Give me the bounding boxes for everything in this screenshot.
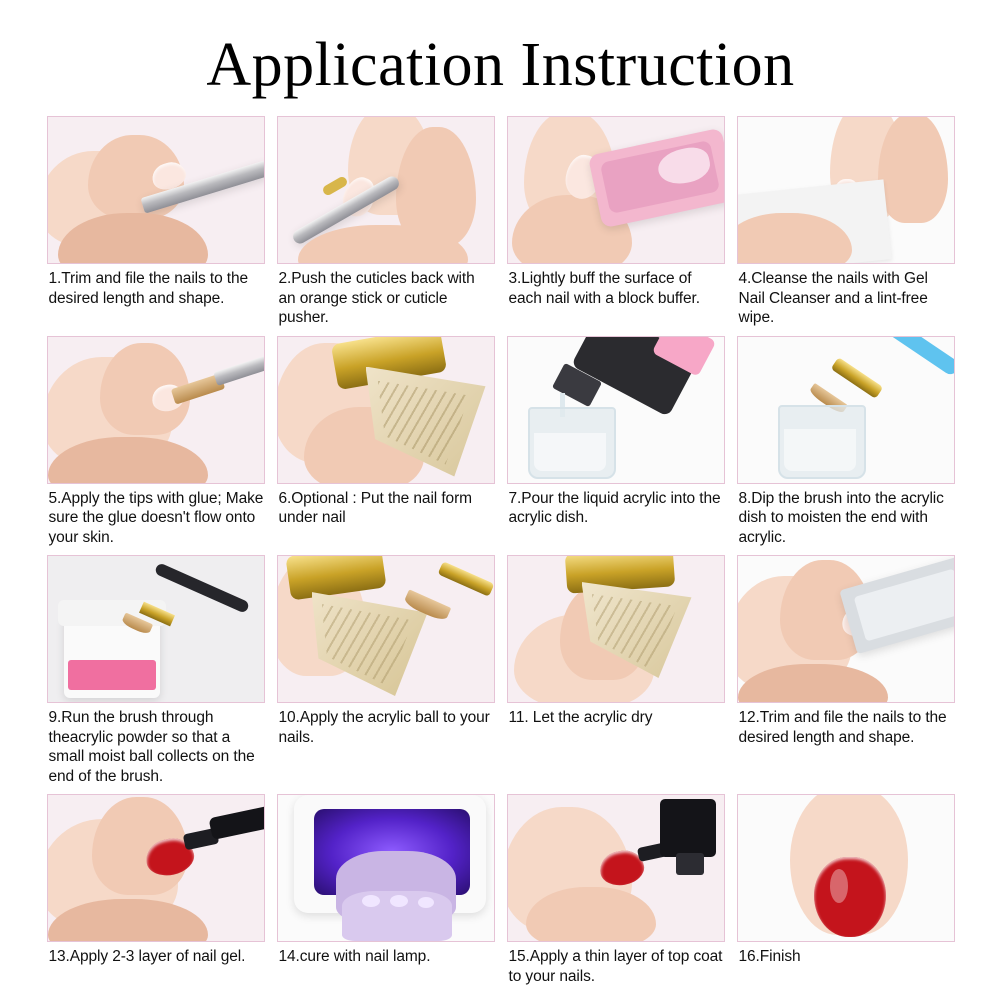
step-15-apply-top-coat	[507, 794, 725, 942]
step-caption: 4.Cleanse the nails with Gel Nail Cleanser and a lint-free wipe.	[738, 270, 928, 326]
step-caption: 8.Dip the brush into the acrylic dish to moisten the end with acrylic.	[738, 489, 944, 546]
step-caption: 13.Apply 2-3 layer of nail gel.	[48, 948, 246, 965]
step-caption: 3.Lightly buff the surface of each nail with a block buffer.	[508, 270, 700, 307]
step-card-8	[737, 336, 955, 554]
step-3-buff-nail-surface	[507, 116, 725, 264]
step-caption: 1.Trim and file the nails to the desired length and shape.	[48, 270, 249, 307]
step-4-cleanse-nails	[737, 116, 955, 264]
step-11-let-acrylic-dry	[507, 555, 725, 703]
step-card-13	[47, 794, 265, 992]
step-caption: 16.Finish	[738, 948, 801, 965]
step-card-16	[737, 794, 955, 992]
step-caption: 10.Apply the acrylic ball to your nails.	[278, 709, 490, 746]
step-caption: 15.Apply a thin layer of top coat to your nails.	[508, 948, 723, 985]
step-5-apply-tips-with-glue	[47, 336, 265, 484]
step-caption: 5.Apply the tips with glue; Make sure the glue doesn't flow onto your skin.	[48, 489, 264, 546]
step-card-12	[737, 555, 955, 792]
step-6-place-nail-form	[277, 336, 495, 484]
step-caption: 14.cure with nail lamp.	[278, 948, 431, 965]
step-caption: 2.Push the cuticles back with an orange stick or cuticle pusher.	[278, 270, 475, 326]
step-8-dip-brush-in-acrylic	[737, 336, 955, 484]
step-card-14	[277, 794, 495, 992]
step-caption: 7.Pour the liquid acrylic into the acrylic dish.	[508, 489, 721, 526]
step-card-11	[507, 555, 725, 792]
step-10-apply-acrylic-ball	[277, 555, 495, 703]
step-card-9	[47, 555, 265, 792]
steps-grid	[40, 116, 961, 992]
step-card-1	[47, 116, 265, 334]
step-caption: 6.Optional : Put the nail form under nail	[278, 489, 472, 526]
step-caption: 11. Let the acrylic dry	[508, 709, 653, 726]
step-card-4	[737, 116, 955, 334]
step-16-finish	[737, 794, 955, 942]
step-12-trim-and-file-nails	[737, 555, 955, 703]
step-caption: 12.Trim and file the nails to the desired length and shape.	[738, 709, 947, 746]
step-card-6	[277, 336, 495, 554]
step-9-brush-through-powder	[47, 555, 265, 703]
page-title: Application Instruction	[206, 31, 795, 99]
step-card-15	[507, 794, 725, 992]
step-card-5	[47, 336, 265, 554]
step-14-cure-with-lamp	[277, 794, 495, 942]
step-card-2	[277, 116, 495, 334]
step-7-pour-liquid-acrylic	[507, 336, 725, 484]
step-1-trim-and-file-nails	[47, 116, 265, 264]
step-card-3	[507, 116, 725, 334]
step-13-apply-nail-gel	[47, 794, 265, 942]
step-2-push-cuticles	[277, 116, 495, 264]
step-card-7	[507, 336, 725, 554]
step-card-10	[277, 555, 495, 792]
step-caption: 9.Run the brush through theacrylic powder so that a small moist ball collects on the end of the brush.	[48, 709, 255, 785]
